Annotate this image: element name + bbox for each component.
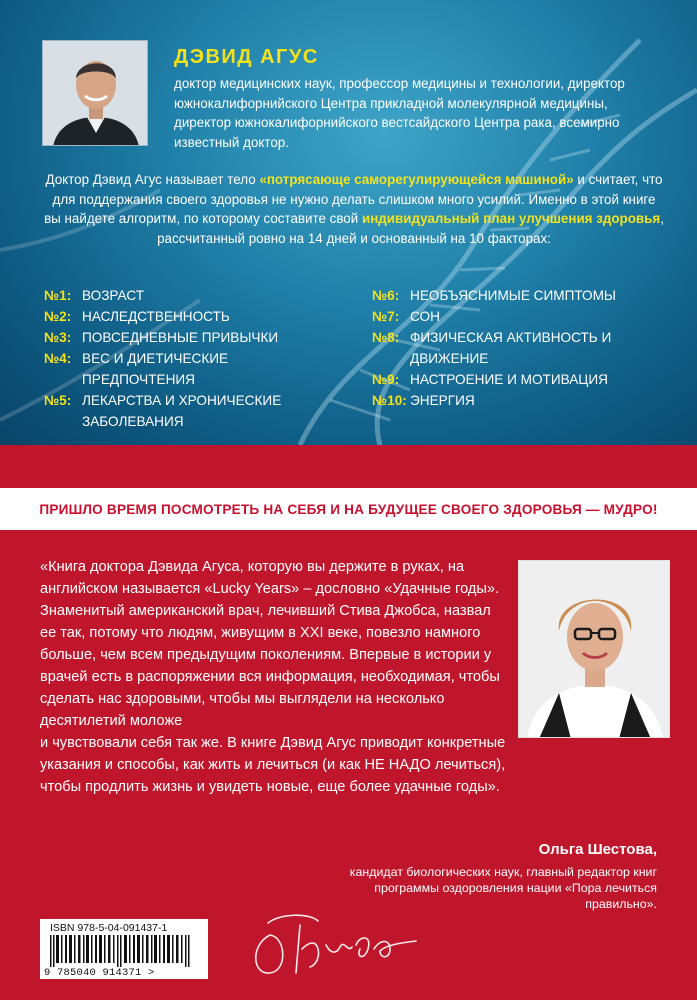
- intro-paragraph: [44, 170, 664, 248]
- reviewer-title: кандидат биологических наук, главный редактор книг программы оздоровления нации «Пора лечиться правильно».: [349, 865, 657, 911]
- factor-item: [372, 306, 672, 327]
- factor-label: НАСЛЕДСТВЕННОСТЬ: [82, 309, 230, 324]
- factor-item: [372, 369, 672, 390]
- factor-number: №1:: [44, 288, 72, 303]
- reviewer-name: Ольга Шестова,: [538, 841, 657, 858]
- factor-item: [372, 285, 672, 306]
- quote-line: и чувствовали себя так же. В книге Дэвид Агус приводит конкретные: [40, 735, 506, 751]
- ean-digits: 9 785040 914371 >: [44, 967, 155, 979]
- factor-item: [44, 390, 344, 432]
- factors-list-left: [44, 285, 344, 432]
- barcode: [40, 919, 208, 979]
- quote-line: указания и способы, как жить и лечиться (и как НЕ НАДО лечиться),: [40, 757, 506, 773]
- factor-item: [44, 327, 344, 348]
- quote-line: чтобы продлить жизнь и увидеть новые, еще более удачные годы».: [40, 779, 500, 795]
- slogan-banner: [0, 488, 697, 530]
- author-name: ДЭВИД АГУС: [174, 46, 319, 68]
- factor-label: ПОВСЕДНЕВНЫЕ ПРИВЫЧКИ: [82, 330, 279, 345]
- factor-number: №4:: [44, 351, 72, 366]
- factor-label: ФИЗИЧЕСКАЯ АКТИВНОСТЬ И ДВИЖЕНИЕ: [410, 330, 612, 366]
- factor-label: НЕОБЪЯСНИМЫЕ СИМПТОМЫ: [410, 288, 616, 303]
- factors-list-right: [372, 285, 672, 411]
- factor-number: №9:: [372, 372, 400, 387]
- author-portrait-icon: [43, 41, 148, 146]
- intro-highlight-2: индивидуальный план улучшения здоровья: [361, 211, 661, 226]
- factor-label: ЭНЕРГИЯ: [410, 393, 475, 408]
- author-bio: доктор медицинских наук, профессор медицины и технологии, директор южнокалифорнийского Центра прикладной молекулярной медицины, директор южнокалифорнийского вестсайдского Центра рака, всемирно известный доктор.: [174, 76, 625, 150]
- factor-label: НАСТРОЕНИЕ И МОТИВАЦИЯ: [410, 372, 608, 387]
- factor-number: №7:: [372, 309, 400, 324]
- author-photo: [42, 40, 148, 146]
- review-quote: [40, 556, 510, 798]
- factor-number: №2:: [44, 309, 72, 324]
- factor-item: [44, 306, 344, 327]
- signature-icon: [240, 905, 430, 985]
- factor-item: [44, 285, 344, 306]
- factor-label: ЛЕКАРСТВА И ХРОНИЧЕСКИЕ ЗАБОЛЕВАНИЯ: [82, 393, 282, 429]
- intro-text-1: Доктор Дэвид Агус называет тело: [45, 172, 260, 187]
- intro-highlight-1: «потрясающе саморегулирующейся машиной»: [259, 172, 574, 187]
- top-section: [0, 0, 697, 445]
- reviewer-photo: [518, 560, 670, 738]
- factor-label: ВЕС И ДИЕТИЧЕСКИЕ ПРЕДПОЧТЕНИЯ: [82, 351, 229, 387]
- intro-text-3: , рассчитанный ровно на 14 дней и основанный на 10 факторах:: [157, 211, 664, 246]
- factor-number: №3:: [44, 330, 72, 345]
- factor-number: №5:: [44, 393, 72, 408]
- factor-label: ВОЗРАСТ: [82, 288, 144, 303]
- factor-number: №8:: [372, 330, 400, 345]
- factor-label: СОН: [410, 309, 440, 324]
- factor-number: №10:: [372, 393, 407, 408]
- slogan-text: ПРИШЛО ВРЕМЯ ПОСМОТРЕТЬ НА СЕБЯ И НА БУДУЩЕЕ СВОЕГО ЗДОРОВЬЯ — МУДРО!: [39, 501, 658, 517]
- quote-main-text: «Книга доктора Дэвида Агуса, которую вы держите в руках, на английском называется «Lucky Years» – дословно «Удачные годы». Знаменитый американский врач, лечивший Стива Джобса, назвал ее так, потому что людям, живущим в XXI веке, повезло намного больше, чем всем предыдущим поколениям. Впервые в истории у врачей есть в распоряжении вся информация, необходимая, чтобы сделать нас здоровыми, чтобы мы выглядели на несколько десятилетий моложе: [40, 559, 500, 729]
- factor-item: [372, 327, 672, 369]
- isbn-text: ISBN 978-5-04-091437-1: [50, 922, 168, 934]
- barcode-bars-icon: [44, 935, 204, 967]
- factor-item: [44, 348, 344, 390]
- reviewer-portrait-icon: [519, 561, 670, 738]
- factor-number: №6:: [372, 288, 400, 303]
- intro-text-2: и считает, что для поддержания своего здоровья не нужно делать слишком много усилий. Именно в этой книге вы найдете алгоритм, по которому составите свой: [44, 172, 663, 226]
- factor-item: [372, 390, 672, 411]
